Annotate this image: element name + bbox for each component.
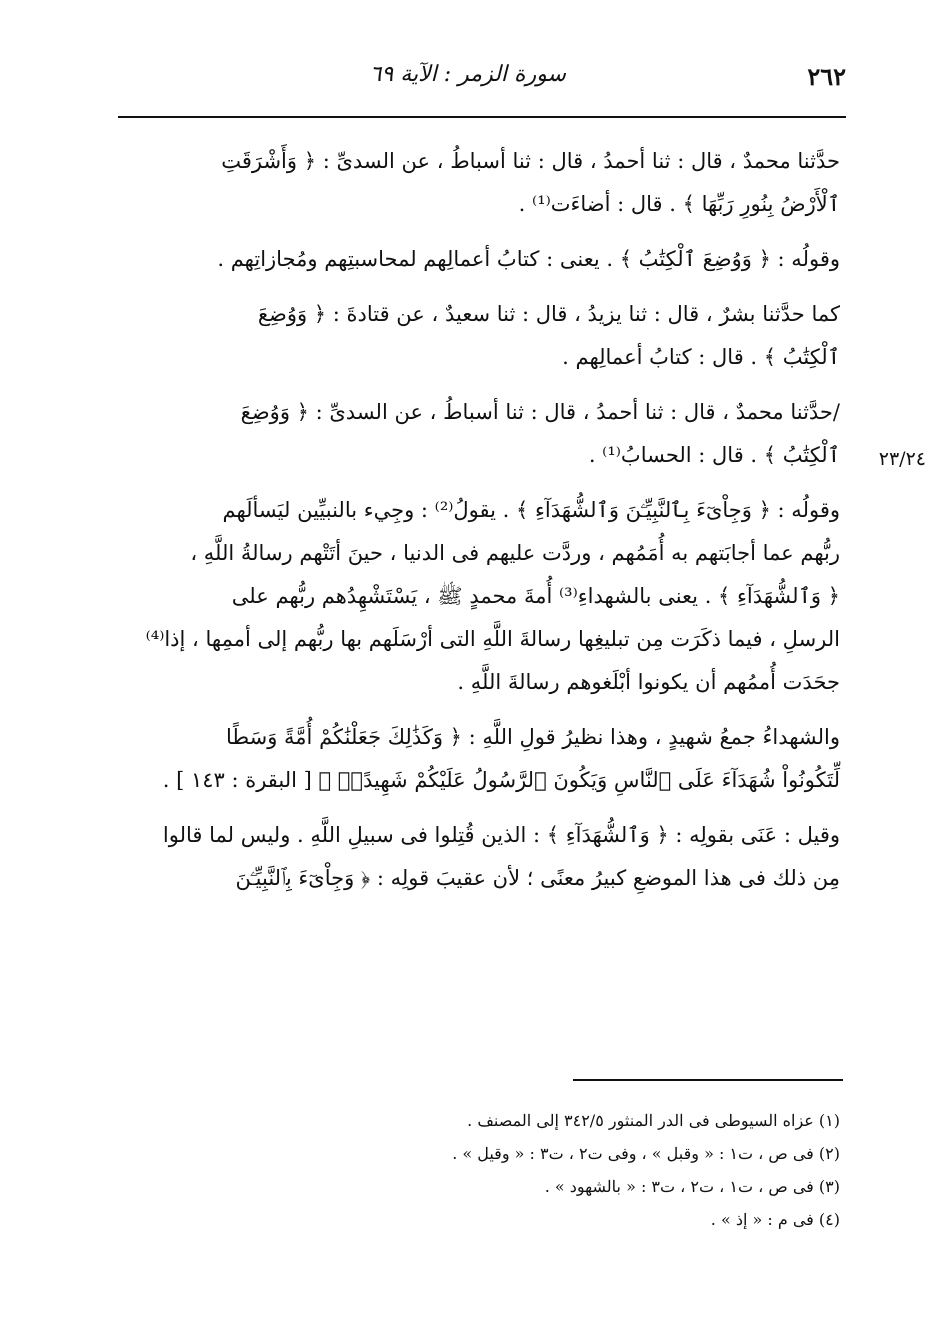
text-line: كما حدَّثنا بشرٌ ، قال : ثنا يزيدُ ، قال : ثنا سعيدٌ ، عن قتادةَ : ﴿ وَوُضِعَ — [257, 302, 840, 326]
text-line: ٱلْكِتَٰبُ ﴾ . قال : كتابُ أعمالِهم . — [562, 345, 840, 369]
footnotes — [300, 1104, 840, 1236]
text-line: جحَدَت أُممُهم أن يكونوا أبْلَغوهم رسالةَ اللَّهِ . — [457, 670, 840, 694]
paragraph — [118, 293, 840, 379]
footnote: (٣) فى ص ، ت١ ، ت٢ ، ت٣ : « بالشهود » . — [544, 1177, 840, 1196]
footnote: (٢) فى ص ، ت١ : « وقبل » ، وفى ت٢ ، ت٣ : « وقيل » . — [452, 1144, 840, 1163]
paragraph — [118, 716, 840, 802]
text-line: ٱلْأَرْضُ بِنُورِ رَبِّهَا ﴾ . قال : أضاءَت⁽¹⁾ . — [518, 192, 840, 216]
footnote: (٤) فى م : « إذ » . — [710, 1210, 840, 1229]
text-line: ﴿ وَٱلشُّهَدَآءِ ﴾ . يعنى بالشهداءِ⁽³⁾ أُمةَ محمدٍ ﷺ ، يَسْتَشْهِدُهم ربُّهم على — [231, 584, 840, 608]
text-line: وقيل : عَنَى بقولِه : ﴿ وَٱلشُّهَدَآءِ ﴾ : الذين قُتِلوا فى سبيلِ اللَّهِ . وليس لما قالوا — [162, 823, 840, 847]
paragraph — [118, 489, 840, 704]
text-line: والشهداءُ جمعُ شهيدٍ ، وهذا نظيرُ قولِ اللَّهِ : ﴿ وَكَذَٰلِكَ جَعَلْنَٰكُمْ أُمَّةً وَسَطًا — [226, 725, 840, 749]
paragraph — [118, 814, 840, 900]
text-line: لِّتَكُونُواْ شُهَدَآءَ عَلَى ٱلنَّاسِ وَيَكُونَ ٱلرَّسُولُ عَلَيْكُمْ شَهِيدًاۗ ﴾ [ البقرة : ١٤٣ ] . — [162, 768, 840, 792]
footnote-divider — [573, 1079, 843, 1081]
text-line: الرسلِ ، فيما ذكَرَت مِن تبليغِها رسالةَ اللَّهِ التى أرْسَلَهم بها ربُّهم إلى أممِها ، إذا⁽⁴⁾ — [145, 627, 840, 651]
footnote: (١) عزاه السيوطى فى الدر المنثور ٣٤٢/٥ إلى المصنف . — [467, 1111, 840, 1130]
text-line: ٱلْكِتَٰبُ ﴾ . قال : الحسابُ⁽¹⁾ . — [588, 443, 840, 467]
header-divider — [118, 116, 846, 118]
text-line: وقولُه : ﴿ وَوُضِعَ ٱلْكِتَٰبُ ﴾ . يعنى : كتابُ أعمالِهم لمحاسبتِهم ومُجازاتِهم . — [217, 247, 840, 271]
paragraph — [118, 391, 840, 477]
margin-volume-reference: ٢٣/٢٤ — [878, 448, 926, 470]
text-line: /حدَّثنا محمدٌ ، قال : ثنا أحمدُ ، قال : ثنا أسباطُ ، عن السدىِّ : ﴿ وَوُضِعَ — [240, 400, 840, 424]
paragraph — [118, 140, 840, 226]
running-title: سورة الزمر : الآية ٦٩ — [369, 62, 566, 87]
text-line: حدَّثنا محمدٌ ، قال : ثنا أحمدُ ، قال : ثنا أسباطُ ، عن السدىِّ : ﴿ وَأَشْرَقَتِ — [221, 149, 840, 173]
page-number: ٢٦٢ — [807, 62, 846, 91]
main-text — [118, 140, 840, 912]
text-line: ربُّهم عما أجابَتهم به أُمَمُهم ، وردَّت عليهم فى الدنيا ، حينَ أتَتْهم رسالةُ اللَّهِ ، — [190, 541, 840, 565]
paragraph — [118, 238, 840, 281]
text-line: مِن ذلك فى هذا الموضعِ كبيرُ معنًى ؛ لأن عقيبَ قولِه : ﴿ وَجِاْىٓءَ بِٱلنَّبِيِّـۧنَ — [235, 866, 840, 890]
page-header — [118, 58, 846, 108]
text-line: وقولُه : ﴿ وَجِاْىٓءَ بِٱلنَّبِيِّـۧنَ وَٱلشُّهَدَآءِ ﴾ . يقولُ⁽²⁾ : وجِيء بالنبيِّين ليَسألَهم — [222, 498, 840, 522]
